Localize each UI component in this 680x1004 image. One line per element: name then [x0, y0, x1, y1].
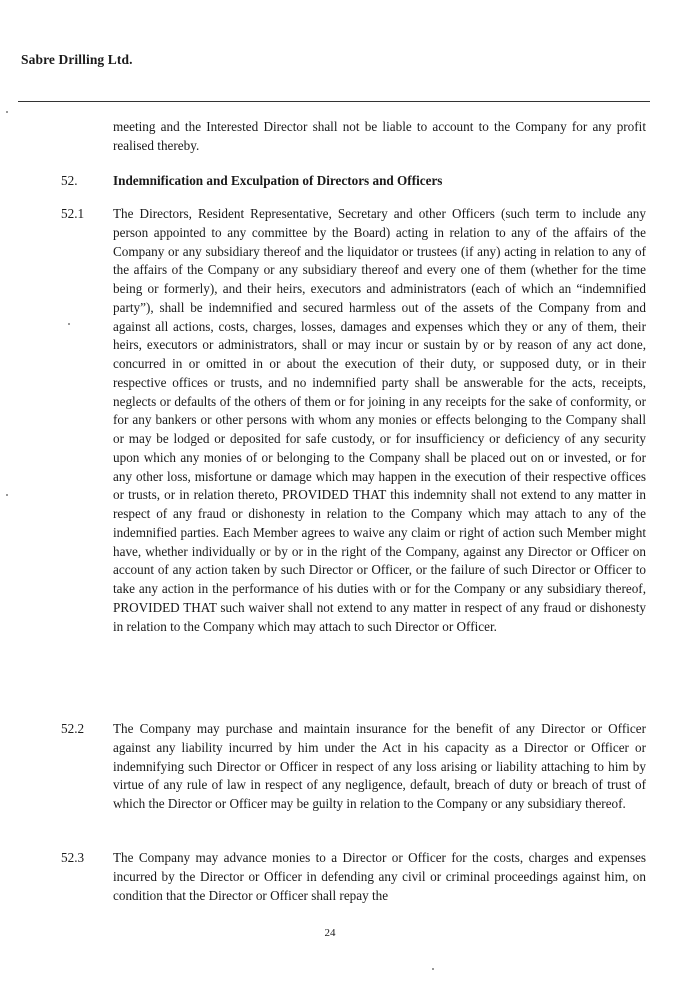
section-heading: Indemnification and Exculpation of Directors and Officers [113, 173, 443, 188]
clause-text: The Company may advance monies to a Director or Officer for the costs, charges and expenses incurred by the Director or Officer in defending any civil or criminal proceedings against him, on condition that the Director or Officer shall repay the [113, 850, 646, 903]
scan-speck [6, 494, 8, 496]
header-rule [18, 101, 650, 102]
scan-speck [68, 323, 70, 325]
clause-text: The Directors, Resident Representative, Secretary and other Officers (such term to include any person appointed to any committee by the Board) acting in relation to any of the affairs of the Company or any subsidiary thereof and the liquidator or trustees (if any) acting in relation to any of the affairs of the Company or any subsidiary thereof and every one of them (whether for the time being or formerly), and their heirs, executors and administrators (each of which an “indemnified party”), shall be indemnified and secured harmless out of the assets of the Company from and against all actions, costs, charges, losses, damages and expenses which they or any of them, their heirs, executors or administrators, shall or may incur or sustain by or by reason of any act done, concurred in or omitted in or about the execution of their duty, or supposed duty, or in their respective offices or trusts, and no indemnified party shall be answerable for the acts, receipts, neglects or defaults of the others of them or for joining in any receipts for the sake of conformity, or for any bankers or other persons with whom any monies or effects belonging to the Company shall or may be lodged or deposited for safe custody, or for insufficiency or deficiency of any security upon which any monies of or belonging to the Company shall be placed out on or invested, or for any other loss, misfortune or damage which may happen in the execution of their respective offices or trusts, or in relation thereto, PROVIDED THAT this indemnity shall not extend to any matter in respect of any fraud or dishonesty in relation to the Company which may attach to any of the indemnified parties. Each Member agrees to waive any claim or right of action such Member might have, whether individually or by or in the right of the Company, against any Director or Officer on account of any action taken by such Director or Officer, or the failure of such Director or Officer to take any action in the performance of his duties with or for the Company or any subsidiary thereof, PROVIDED THAT such waiver shall not extend to any matter in respect of any fraud or dishonesty in relation to the Company which may attach to such Director or Officer. [113, 206, 646, 634]
clause-text: The Company may purchase and maintain insurance for the benefit of any Director or Officer against any liability incurred by him under the Act in his capacity as a Director or Officer or indemnifying such Director or Officer in respect of any loss arising or liability attaching to him by virtue of any rule of law in respect of any negligence, default, breach of duty or breach of trust of which the Director or Officer may be guilty in relation to the Company or any subsidiary thereof. [113, 721, 646, 811]
running-header: Sabre Drilling Ltd. [21, 52, 133, 67]
section-number: 52. [61, 173, 78, 188]
scan-speck [6, 111, 8, 113]
clause-number: 52.3 [61, 850, 85, 865]
clause-number: 52.1 [61, 206, 85, 221]
scan-speck [432, 968, 434, 970]
clause-number: 52.2 [61, 721, 85, 736]
continuation-paragraph: meeting and the Interested Director shall not be liable to account to the Company for any profit realised thereby. [113, 119, 646, 153]
page-number: 24 [324, 927, 336, 939]
